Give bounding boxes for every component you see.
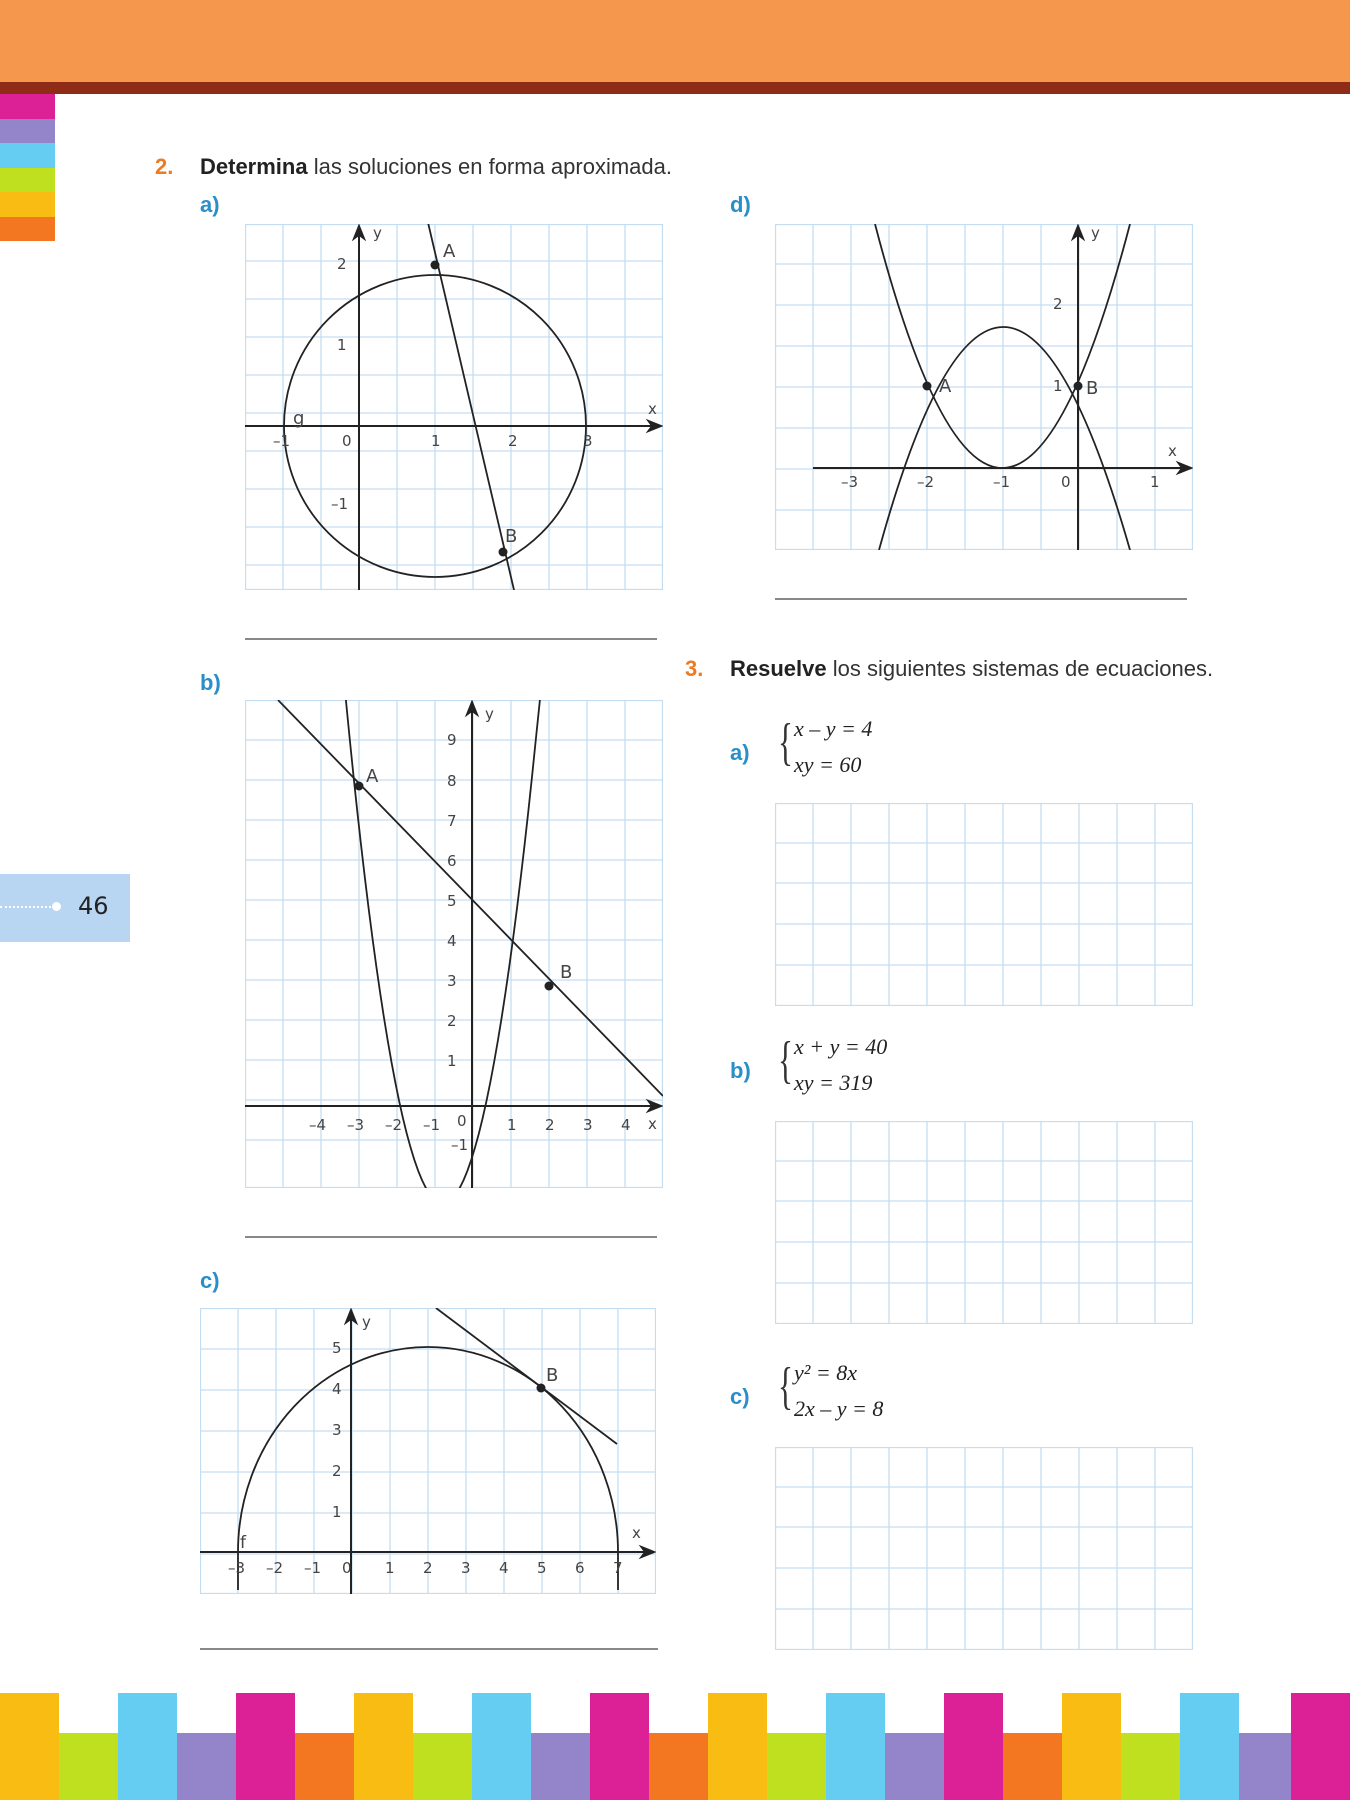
bottom-block <box>885 1733 944 1800</box>
graph-b-line <box>278 700 663 1096</box>
system-brace: { <box>778 714 793 771</box>
part-c-label: c) <box>200 1268 220 1293</box>
system-b-eq2: xy = 319 <box>794 1070 873 1095</box>
system-brace: { <box>778 1032 793 1089</box>
graph-b-ytick: 8 <box>447 772 457 790</box>
side-tab-orange <box>0 217 55 242</box>
graph-c-xtick: 5 <box>537 1559 547 1577</box>
graph-a-xtick: 2 <box>508 432 518 450</box>
system-a-eq2: xy = 60 <box>794 752 862 777</box>
bottom-block <box>1003 1733 1062 1800</box>
graph-b-ytick: 9 <box>447 731 457 749</box>
exercise-3-number: 3. <box>685 656 704 681</box>
bottom-block <box>531 1733 590 1800</box>
graph-a-ytick: 2 <box>337 255 347 273</box>
graph-d-xtick: 0 <box>1061 473 1071 491</box>
page-number-tab <box>0 874 130 942</box>
color-side-tabs <box>0 94 55 241</box>
bottom-block <box>826 1693 885 1800</box>
graph-a-x-label: x <box>648 400 657 418</box>
graph-b-xtick: 0 <box>457 1112 467 1130</box>
bottom-block <box>1062 1693 1121 1800</box>
system-b-eq1: x + y = 40 <box>794 1034 888 1059</box>
graph-c-ytick: 5 <box>332 1339 342 1357</box>
side-tab-purple <box>0 119 55 144</box>
graph-b-ytick: –1 <box>451 1136 469 1154</box>
bottom-block <box>944 1693 1003 1800</box>
graph-c-xtick: –1 <box>304 1559 322 1577</box>
bottom-block <box>177 1733 236 1800</box>
graph-b <box>245 700 663 1188</box>
exercise-2-keyword: Determina <box>200 154 308 179</box>
exercise-2-text: las soluciones en forma aproximada. <box>307 154 673 179</box>
graph-a-xtick: 3 <box>583 432 593 450</box>
graph-b-ytick: 6 <box>447 852 457 870</box>
graph-d-point-A <box>923 382 932 391</box>
graph-c-xtick: 6 <box>575 1559 585 1577</box>
answer-line-b[interactable] <box>245 1236 657 1238</box>
answer-line-c[interactable] <box>200 1648 658 1650</box>
graph-a-ytick: –1 <box>331 495 349 513</box>
graph-c-xtick: 2 <box>423 1559 433 1577</box>
answer-line-d[interactable] <box>775 598 1187 600</box>
graph-d-label-A: A <box>939 376 952 397</box>
graph-b-xtick: –2 <box>385 1116 403 1134</box>
system-c-eq2: 2x – y = 8 <box>794 1396 884 1421</box>
graph-b-xtick: –4 <box>309 1116 327 1134</box>
graph-a-curve-label: g <box>293 408 305 429</box>
graph-b-x-label: x <box>648 1115 657 1133</box>
system-c-eq1: y² = 8x <box>794 1360 857 1385</box>
graph-d-y-label: y <box>1091 224 1100 242</box>
graph-b-ytick: 1 <box>447 1052 457 1070</box>
work-grid-b[interactable] <box>775 1121 1193 1324</box>
graph-c-curve-label: f <box>240 1533 246 1553</box>
part-d-label: d) <box>730 192 751 217</box>
graph-d-x-label: x <box>1168 442 1177 460</box>
graph-a-point-B <box>499 548 508 557</box>
graph-d-grid <box>775 224 1193 550</box>
page-number: 46 <box>78 892 109 920</box>
graph-b-xtick: 1 <box>507 1116 517 1134</box>
graph-a-xtick: –1 <box>273 432 291 450</box>
answer-line-a[interactable] <box>245 638 657 640</box>
graph-b-ytick: 5 <box>447 892 457 910</box>
bottom-block <box>1291 1693 1350 1800</box>
graph-c-y-label: y <box>362 1313 371 1331</box>
graph-d-xtick: –2 <box>917 473 935 491</box>
graph-c-xtick: 1 <box>385 1559 395 1577</box>
graph-c-xtick: 3 <box>461 1559 471 1577</box>
system-a-eq1: x – y = 4 <box>794 716 873 741</box>
bottom-color-blocks <box>0 1693 1350 1800</box>
graph-c-ytick: 4 <box>332 1380 342 1398</box>
part-b-label: b) <box>200 670 221 695</box>
graph-c-ytick: 1 <box>332 1503 342 1521</box>
graph-b-label-B: B <box>560 962 573 983</box>
graph-a-xtick: 0 <box>342 432 352 450</box>
graph-d-xtick: 1 <box>1150 473 1160 491</box>
side-tab-cyan <box>0 143 55 168</box>
side-tab-lime <box>0 168 55 193</box>
graph-b-xtick: –3 <box>347 1116 365 1134</box>
graph-c-label-B: B <box>546 1365 559 1386</box>
graph-c-point-B <box>537 1384 546 1393</box>
bottom-block <box>1239 1733 1291 1800</box>
exercise-2-instruction <box>200 154 672 180</box>
graph-b-xtick: 3 <box>583 1116 593 1134</box>
graph-d <box>775 224 1193 550</box>
graph-b-y-label: y <box>485 705 494 723</box>
bottom-block <box>649 1733 708 1800</box>
bottom-block <box>767 1733 826 1800</box>
graph-b-ytick: 4 <box>447 932 457 950</box>
bottom-block <box>118 1693 177 1800</box>
side-tab-yellow <box>0 192 55 217</box>
graph-a-ytick: 1 <box>337 336 347 354</box>
graph-b-point-A <box>355 782 364 791</box>
graph-d-ytick: 2 <box>1053 295 1063 313</box>
graph-c <box>200 1308 656 1594</box>
page-tab-dot <box>52 902 61 911</box>
bottom-block <box>236 1693 295 1800</box>
graph-d-parabola-down <box>879 327 1130 550</box>
graph-b-ytick: 3 <box>447 972 457 990</box>
graph-a <box>245 224 663 590</box>
exercise-3-instruction <box>730 656 1213 682</box>
graph-d-ytick: 1 <box>1053 377 1063 395</box>
bottom-block <box>1121 1733 1180 1800</box>
graph-d-xtick: –3 <box>841 473 859 491</box>
bottom-block <box>413 1733 472 1800</box>
graph-c-xtick: –3 <box>228 1559 246 1577</box>
graph-a-point-A <box>431 261 440 270</box>
system-a-label: a) <box>730 740 750 765</box>
graph-b-label-A: A <box>366 766 379 787</box>
graph-d-label-B: B <box>1086 378 1099 399</box>
bottom-block <box>0 1693 59 1800</box>
graph-c-x-label: x <box>632 1524 641 1542</box>
page-tab-dots <box>0 906 55 908</box>
graph-c-xtick: –2 <box>266 1559 284 1577</box>
exercise-2-number: 2. <box>155 154 174 179</box>
graph-b-xtick: 2 <box>545 1116 555 1134</box>
exercise-3-text: los siguientes sistemas de ecuaciones. <box>826 656 1214 681</box>
part-a-label: a) <box>200 192 220 217</box>
bottom-block <box>590 1693 649 1800</box>
system-brace: { <box>778 1358 793 1415</box>
graph-c-ytick: 2 <box>332 1462 342 1480</box>
graph-a-xtick: 1 <box>431 432 441 450</box>
header-line <box>0 82 1350 94</box>
graph-a-grid <box>245 224 663 590</box>
work-grid-a[interactable] <box>775 803 1193 1006</box>
graph-a-y-label: y <box>373 224 382 242</box>
side-tab-magenta <box>0 94 55 119</box>
exercise-3-keyword: Resuelve <box>730 656 827 681</box>
graph-b-xtick: 4 <box>621 1116 631 1134</box>
graph-b-ytick: 2 <box>447 1012 457 1030</box>
bottom-block <box>295 1733 354 1800</box>
graph-c-xtick: 0 <box>342 1559 352 1577</box>
graph-c-xtick: 4 <box>499 1559 509 1577</box>
bottom-block <box>354 1693 413 1800</box>
system-b-label: b) <box>730 1058 751 1083</box>
bottom-block <box>472 1693 531 1800</box>
graph-c-tangent <box>436 1308 617 1444</box>
header-band <box>0 0 1350 82</box>
graph-b-ytick: 7 <box>447 812 457 830</box>
graph-c-xtick: 7 <box>613 1559 623 1577</box>
graph-a-label-B: B <box>505 526 518 547</box>
bottom-block <box>1180 1693 1239 1800</box>
graph-c-ytick: 3 <box>332 1421 342 1439</box>
graph-a-label-A: A <box>443 241 456 262</box>
work-grid-c[interactable] <box>775 1447 1193 1650</box>
graph-b-xtick: –1 <box>423 1116 441 1134</box>
graph-d-xtick: –1 <box>993 473 1011 491</box>
system-c-label: c) <box>730 1384 750 1409</box>
graph-d-point-B <box>1074 382 1083 391</box>
bottom-block <box>59 1733 118 1800</box>
graph-b-point-B <box>545 982 554 991</box>
bottom-block <box>708 1693 767 1800</box>
